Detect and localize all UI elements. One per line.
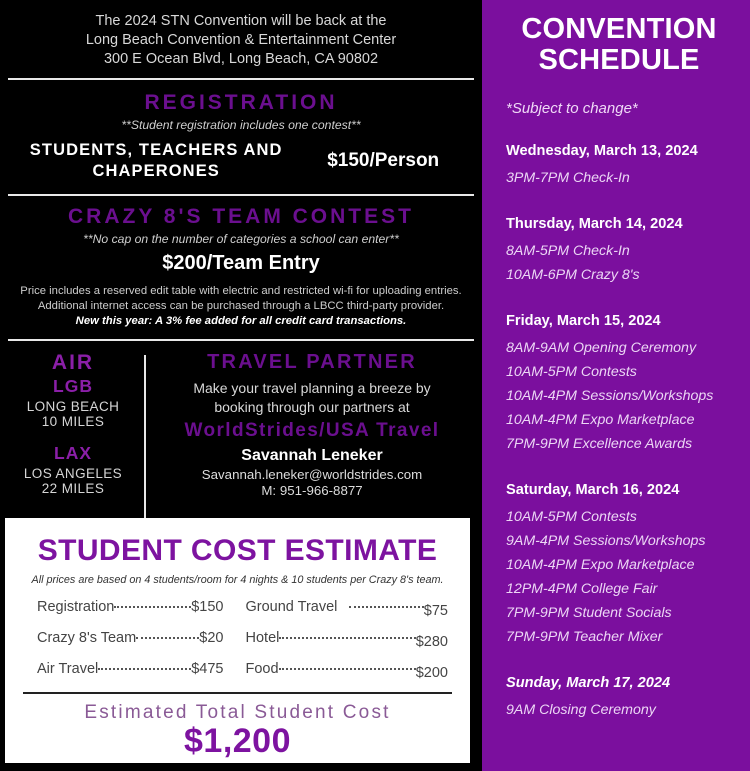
divider-rule-3: [8, 339, 474, 341]
air-column: [6, 351, 140, 527]
cost-amount-registration: $150: [191, 599, 224, 615]
schedule-event: 7PM-9PM Student Socials: [506, 605, 672, 621]
venue-line-3: 300 E Ocean Blvd, Long Beach, CA 90802: [103, 51, 379, 67]
cost-amount-crazy8s: $20: [199, 630, 224, 646]
cost-label-crazy8s: Crazy 8's Team: [37, 630, 137, 646]
day-heading: Sunday, March 17, 2024: [506, 675, 671, 691]
schedule-event: 8AM-5PM Check-In: [506, 243, 630, 259]
airport-city-lgb: LONG BEACH: [26, 398, 120, 414]
airport-distance-lax: 22 MILES: [41, 480, 105, 496]
schedule-panel: [482, 0, 750, 771]
schedule-event: 10AM-5PM Contests: [506, 364, 637, 380]
day-heading: Wednesday, March 13, 2024: [506, 143, 698, 159]
air-spacer: [6, 429, 140, 442]
cost-line-crazy8s: [37, 630, 224, 646]
cost-estimate-note: All prices are based on 4 students/room for 4 nights & 10 students per Crazy 8's team.: [31, 574, 444, 586]
student-cost-estimate-card: [5, 518, 470, 763]
schedule-event: 10AM-4PM Expo Marketplace: [506, 412, 695, 428]
vertical-divider: [144, 355, 146, 523]
travel-partner-email[interactable]: Savannah.leneker@worldstrides.com: [201, 466, 423, 482]
estimated-total-label: Estimated Total Student Cost: [84, 702, 391, 723]
cost-amount-ground-travel: $75: [423, 603, 448, 619]
crazy8s-price: $200/Team Entry: [162, 252, 320, 274]
airport-distance-lgb: 10 MILES: [41, 413, 105, 429]
venue-line-1: The 2024 STN Convention will be back at the: [95, 13, 387, 29]
fineprint-new-this-year: New this year: A 3% fee added for all credit card transactions.: [75, 315, 407, 327]
travel-partner-contact-name: Savannah Leneker: [241, 446, 383, 464]
registration-title: REGISTRATION: [144, 91, 338, 114]
leader-dots: [114, 606, 191, 608]
travel-partner-text-2: booking through our partners at: [214, 398, 410, 415]
cost-amount-hotel: $280: [415, 634, 448, 650]
schedule-title: [506, 14, 732, 76]
cost-estimate-grid: [21, 599, 454, 692]
schedule-day-friday: [506, 313, 732, 456]
divider-rule-2: [8, 194, 474, 196]
air-title: AIR: [51, 350, 95, 374]
cost-amount-food: $200: [415, 665, 448, 681]
fineprint-line-1: Price includes a reserved edit table with electric and restricted wi-fi for uploading entries.: [20, 285, 462, 297]
schedule-event: 8AM-9AM Opening Ceremony: [506, 340, 697, 356]
registration-note: **Student registration includes one contest**: [121, 118, 361, 132]
travel-partner-column: [156, 351, 476, 527]
airport-code-lgb: LGB: [53, 375, 93, 396]
schedule-event: 10AM-5PM Contests: [506, 509, 637, 525]
travel-partner-title: TRAVEL PARTNER: [207, 350, 417, 373]
cost-column-left: [21, 599, 238, 692]
registration-audience: STUDENTS, TEACHERS AND CHAPERONES: [29, 141, 283, 180]
schedule-event: 10AM-4PM Expo Marketplace: [506, 557, 695, 573]
cost-line-registration: [37, 599, 224, 615]
schedule-day-saturday: [506, 482, 732, 649]
cost-label-hotel: Hotel: [245, 630, 280, 646]
schedule-event: 10AM-6PM Crazy 8's: [506, 267, 640, 283]
leader-dots: [136, 637, 199, 639]
day-heading: Friday, March 15, 2024: [506, 313, 661, 329]
registration-price: $150/Person: [327, 150, 440, 171]
airport-code-lax: LAX: [54, 442, 92, 463]
fineprint-line-2: Additional internet access can be purchased through a LBCC third-party provider.: [37, 299, 445, 312]
cost-estimate-title: STUDENT COST ESTIMATE: [37, 534, 438, 567]
crazy8s-note: **No cap on the number of categories a school can enter**: [83, 232, 399, 246]
schedule-event: 12PM-4PM College Fair: [506, 581, 658, 597]
schedule-event: 10AM-4PM Sessions/Workshops: [506, 388, 714, 404]
cost-label-food: Food: [245, 661, 279, 677]
schedule-day-sunday: [506, 675, 732, 722]
crazy8s-fineprint: [0, 284, 482, 329]
schedule-event: 3PM-7PM Check-In: [506, 170, 630, 186]
cost-label-registration: Registration: [37, 599, 115, 615]
leader-dots: [279, 668, 416, 670]
airport-city-lax: LOS ANGELES: [23, 465, 123, 481]
cost-label-ground-travel: Ground Travel: [245, 599, 338, 615]
venue-block: [0, 0, 482, 69]
total-divider: [23, 692, 452, 694]
schedule-event: 7PM-9PM Excellence Awards: [506, 436, 693, 452]
schedule-subtitle: *Subject to change*: [506, 100, 638, 117]
registration-row: [0, 132, 482, 182]
schedule-title-line-2: SCHEDULE: [538, 44, 700, 76]
schedule-title-line-1: CONVENTION: [521, 13, 717, 45]
travel-partner-brand: WorldStrides/USA Travel: [184, 419, 440, 441]
schedule-event: 7PM-9PM Teacher Mixer: [506, 629, 663, 645]
day-heading: Thursday, March 14, 2024: [506, 216, 683, 232]
estimated-total-value: $1,200: [184, 722, 291, 760]
venue-line-2: Long Beach Convention & Entertainment Center: [85, 32, 397, 48]
cost-amount-air-travel: $475: [191, 661, 224, 677]
day-heading: Saturday, March 16, 2024: [506, 482, 680, 498]
cost-line-hotel: [245, 630, 449, 650]
schedule-event: 9AM Closing Ceremony: [506, 702, 656, 718]
cost-line-food: [245, 661, 449, 681]
leader-dots: [98, 668, 191, 670]
travel-partner-phone[interactable]: M: 951-966-8877: [261, 482, 363, 498]
leader-dots: [349, 606, 423, 608]
schedule-day-wednesday: [506, 143, 732, 190]
leader-dots: [279, 637, 415, 639]
travel-section: [0, 351, 482, 527]
travel-partner-text: [156, 379, 468, 417]
cost-column-right: [238, 599, 455, 692]
schedule-event: 9AM-4PM Sessions/Workshops: [506, 533, 706, 549]
cost-line-ground-travel: [245, 599, 449, 619]
cost-line-air-travel: [37, 661, 224, 677]
divider-rule-1: [8, 78, 474, 80]
travel-partner-text-1: Make your travel planning a breeze by: [193, 379, 431, 396]
cost-label-air-travel: Air Travel: [37, 661, 99, 677]
schedule-day-thursday: [506, 216, 732, 287]
crazy8s-title: CRAZY 8'S TEAM CONTEST: [68, 205, 414, 228]
